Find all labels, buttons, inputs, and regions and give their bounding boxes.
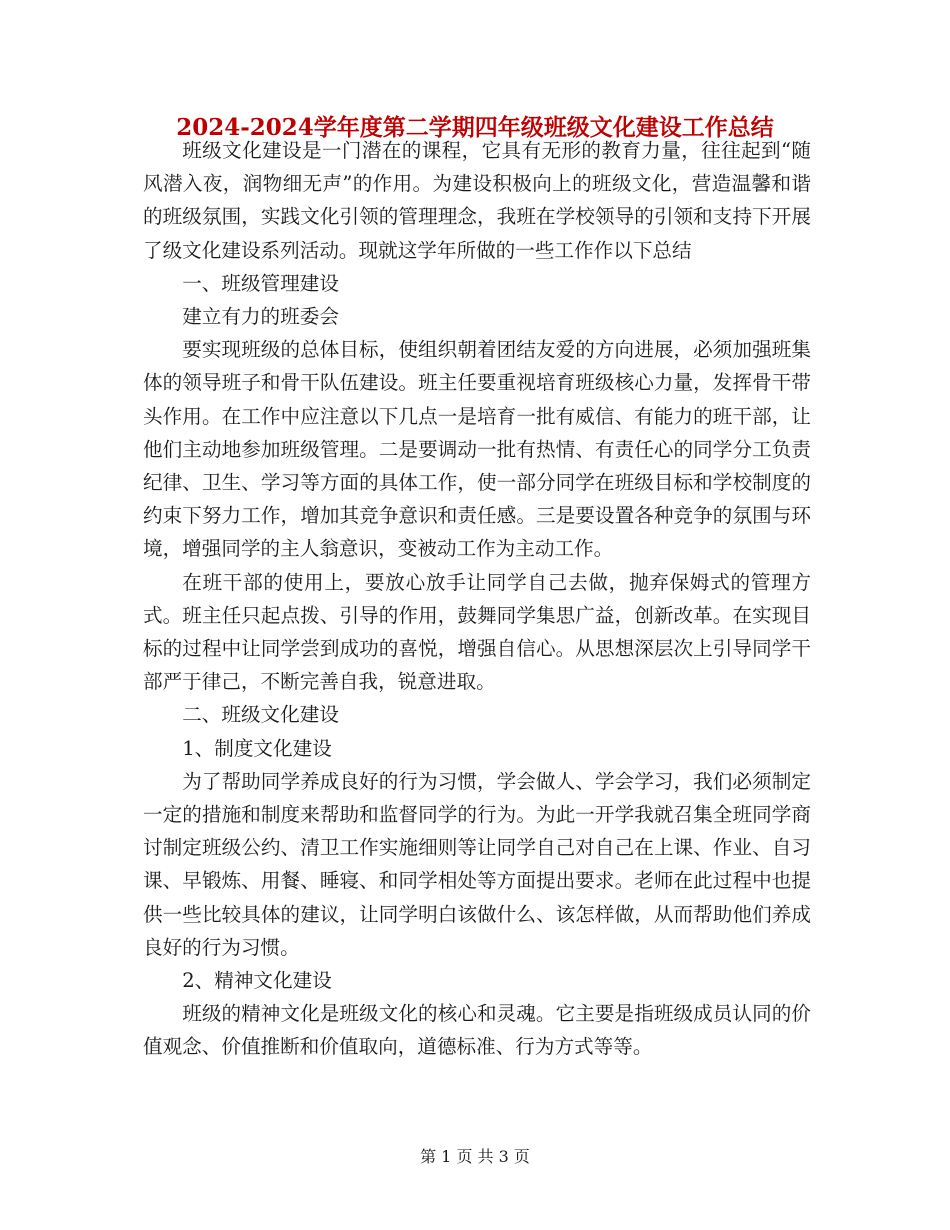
footer-current-page: 1	[441, 1147, 452, 1166]
paragraph-system-culture: 为了帮助同学养成良好的行为习惯，学会做人、学会学习，我们必须制定一定的措施和制度来帮助和监督同学的行为。为此一开学我就召集全班同学商讨制定班级公约、清卫工作实施细则等让同学自己对自己在上课、作业、自习课、早锻炼、用餐、睡寝、和同学相处等方面提出要求。老师在此过程中也提供一些比较具体的建议，让同学明白该做什么、该怎样做，从而帮助他们养成良好的行为习惯。	[143, 769, 811, 959]
paragraph-cadre-usage: 在班干部的使用上，要放心放手让同学自己去做，抛弃保姆式的管理方式。班主任只起点拨、引导的作用，鼓舞同学集思广益，创新改革。在实现目标的过程中让同学尝到成功的喜悦，增强自信心。从思想深层次上引导同学干部严于律己，不断完善自我，锐意进取。	[143, 570, 811, 694]
document-title: 2024-2024学年度第二学期四年级班级文化建设工作总结	[176, 114, 774, 141]
paragraph-spiritual-culture: 班级的精神文化是班级文化的核心和灵魂。它主要是指班级成员认同的价值观念、价值推断和价值取向，道德标准、行为方式等等。	[143, 1002, 811, 1059]
section-heading-class-management: 一、班级管理建设	[182, 271, 339, 295]
section-heading-class-culture: 二、班级文化建设	[182, 703, 339, 727]
document-body	[143, 134, 811, 1064]
footer-suffix: 页	[513, 1147, 530, 1166]
subheading-class-committee: 建立有力的班委会	[182, 305, 339, 329]
footer-prefix: 第	[420, 1147, 437, 1166]
subheading-spiritual-culture: 2、精神文化建设	[182, 969, 332, 993]
footer-middle: 页 共	[456, 1147, 494, 1166]
footer-total-pages: 3	[498, 1147, 509, 1166]
paragraph-committee-building: 要实现班级的总体目标，使组织朝着团结友爱的方向进展，必须加强班集体的领导班子和骨干队伍建设。班主任要重视培育班级核心力量，发挥骨干带头作用。在工作中应注意以下几点一是培育一批有威信、有能力的班干部，让他们主动地参加班级管理。二是要调动一批有热情、有责任心的同学分工负责纪律、卫生、学习等方面的具体工作，使一部分同学在班级目标和学校制度的约束下努力工作，增加其竞争意识和责任感。三是要设置各种竞争的氛围与环境，增强同学的主人翁意识，变被动工作为主动工作。	[143, 338, 811, 561]
subheading-system-culture: 1、制度文化建设	[182, 736, 332, 760]
paragraph-intro: 班级文化建设是一门潜在的课程，它具有无形的教育力量，往往起到“随风潜入夜，润物细无声”的作用。为建设积极向上的班级文化，营造温馨和谐的班级氛围，实践文化引领的管理理念，我班在学校领导的引领和支持下开展了级文化建设系列活动。现就这学年所做的一些工作作以下总结	[143, 139, 811, 262]
page-footer	[0, 1146, 950, 1168]
